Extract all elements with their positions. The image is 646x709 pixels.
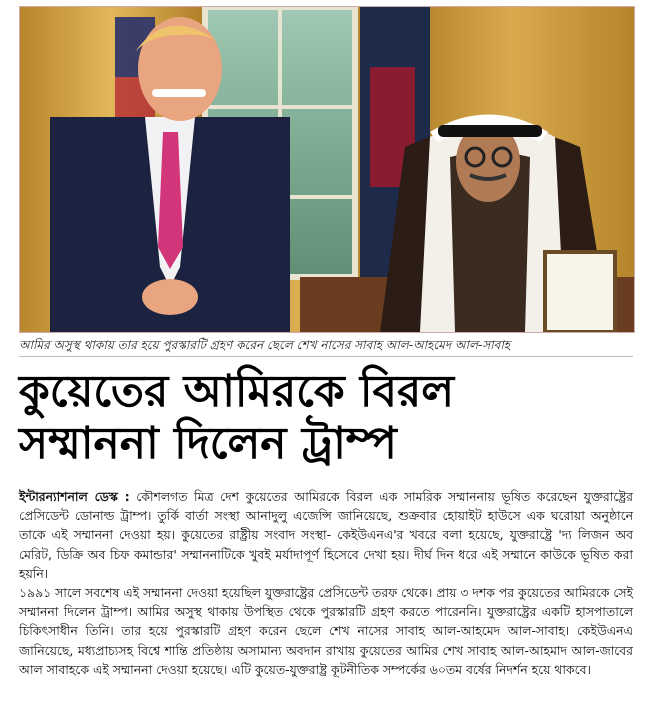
headline-line-1: কুয়েতের আমিরকে বিরল [19, 366, 454, 417]
article-paragraph-2: ১৯৯১ সালে সবশেষ এই সম্মাননা দেওয়া হয়েছিল যুক্তরাষ্ট্রের প্রেসিডেন্ট তরফ থেকে। প্রায় ৩ দশক পর কুয়েতের আমিরকে সেই সম্মাননা দিলেন ট্রাম্প। আমির অসুস্থ থাকায় উপস্থিত থেকে পুরস্কারটি গ্রহণ করতে পারেননি। যুক্তরাষ্ট্রের একটি হাসপাতালে চিকিৎসাধীন তিনি। তার হয়ে পুরস্কারটি গ্রহণ করেন ছেলে শেখ নাসের সাবাহ আল-আহমেদ আল-সাবাহ। কেইউএনএ জানিয়েছে, মধ্যপ্রাচ্যসহ বিশ্বে শান্তি প্রতিষ্ঠায় অসামান্য অবদান রাখায় কুয়েতের আমির শেখ সাবাহ আল-আহমাদ আল-জাবের আল সাবাহকে এই সম্মাননা দেওয়া হয়েছে। এটি কুয়েত-যুক্তরাষ্ট্র কূটনীতিক সম্পর্কের ৬০তম বর্ষের নিদর্শন হয়ে থাকবে। [19, 585, 633, 677]
article-paragraph-1 [19, 487, 633, 583]
headline [19, 366, 633, 470]
photo-illustration [20, 7, 634, 332]
news-photo [19, 6, 635, 333]
photo-caption: আমির অসুস্থ থাকায় তার হয়ে পুরস্কারটি গ্রহণ করেন ছেলে শেখ নাসের সাবাহ আল-আহমেদ আল-সাবাহ [19, 334, 633, 357]
paragraph-1-text: কৌশলগত মিত্র দেশ কুয়েতের আমিরকে বিরল এক সামরিক সম্মাননায় ভূষিত করেছেন যুক্তরাষ্ট্রের প্রেসিডেন্ট ডোনাল্ড ট্রাম্প। তুর্কি বার্তা সংস্থা আনাদুলু এজেন্সি জানিয়েছে, শুক্রবার হোয়াইট হাউসে এক ঘরোয়া অনুষ্ঠানে তাকে এই সম্মাননা দেওয়া হয়। কুয়েতের রাষ্ট্রীয় সংবাদ সংস্থা- কেইউএনএ'র খবরে বলা হয়েছে, যুক্তরাষ্ট্রে 'দ্য লিজন অব মেরিট, ডিক্রি অব চিফ কমান্ডার' সম্মাননাটিকে খুবই মর্যাদাপূর্ণ হিসেবে দেখা হয়। দীর্ঘ দিন ধরে এই সম্মানে কাউকে ভূষিত করা হয়নি। [19, 489, 633, 581]
dateline: ইন্টারন্যাশনাল ডেস্ক : [19, 489, 130, 504]
headline-line-2: সম্মাননা দিলেন ট্রাম্প [19, 418, 397, 469]
article-body [19, 487, 633, 679]
